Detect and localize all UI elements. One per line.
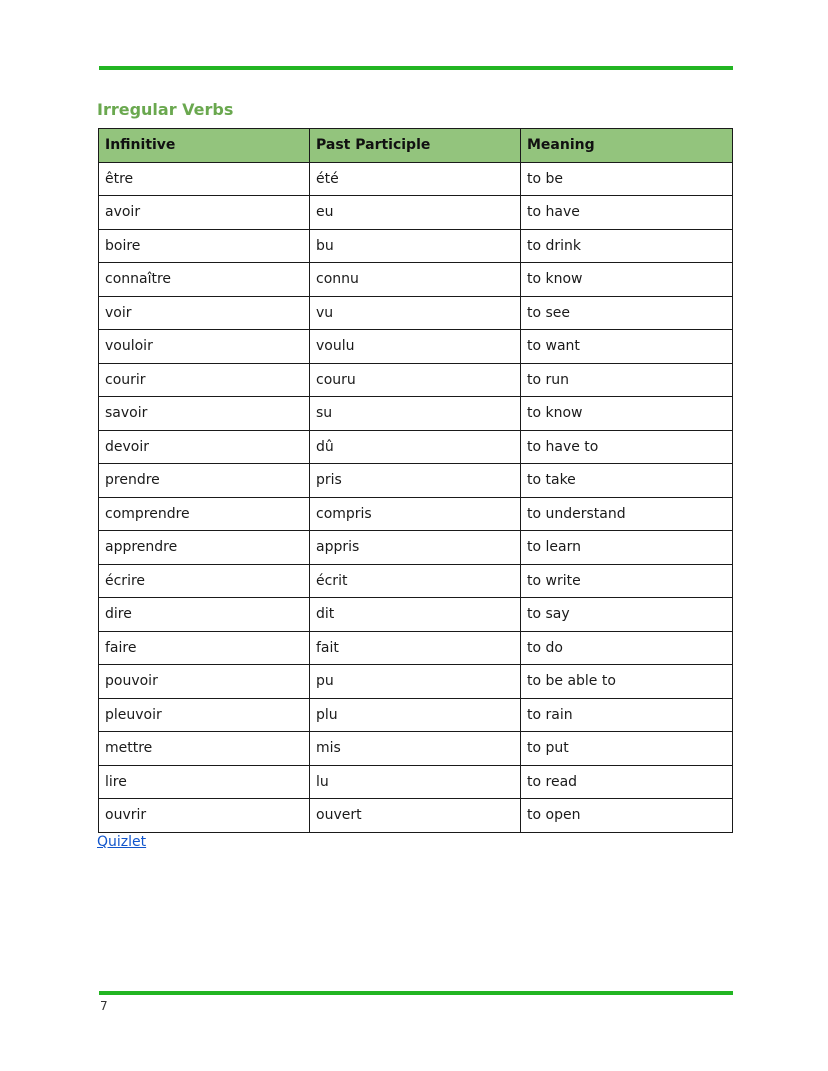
table-row [99, 330, 733, 364]
meaning-cell: to open [521, 799, 733, 833]
meaning-cell: to be able to [521, 665, 733, 699]
past-participle-cell: pris [310, 464, 521, 498]
infinitive-cell: être [99, 162, 310, 196]
table-row [99, 296, 733, 330]
section-title: Irregular Verbs [97, 100, 234, 119]
table-row [99, 732, 733, 766]
infinitive-cell: mettre [99, 732, 310, 766]
table-row [99, 196, 733, 230]
infinitive-cell: devoir [99, 430, 310, 464]
infinitive-cell: vouloir [99, 330, 310, 364]
past-participle-cell: écrit [310, 564, 521, 598]
meaning-cell: to see [521, 296, 733, 330]
meaning-cell: to drink [521, 229, 733, 263]
table-row [99, 765, 733, 799]
quizlet-link[interactable]: Quizlet [97, 834, 147, 850]
meaning-cell: to understand [521, 497, 733, 531]
past-participle-cell: voulu [310, 330, 521, 364]
meaning-cell: to write [521, 564, 733, 598]
past-participle-cell: couru [310, 363, 521, 397]
infinitive-cell: comprendre [99, 497, 310, 531]
table-row [99, 363, 733, 397]
past-participle-cell: su [310, 397, 521, 431]
table-row [99, 397, 733, 431]
infinitive-cell: pouvoir [99, 665, 310, 699]
meaning-cell: to learn [521, 531, 733, 565]
meaning-cell: to know [521, 397, 733, 431]
past-participle-cell: eu [310, 196, 521, 230]
table-row [99, 799, 733, 833]
past-participle-cell: connu [310, 263, 521, 297]
past-participle-cell: compris [310, 497, 521, 531]
infinitive-cell: courir [99, 363, 310, 397]
meaning-cell: to say [521, 598, 733, 632]
past-participle-cell: appris [310, 531, 521, 565]
infinitive-cell: faire [99, 631, 310, 665]
past-participle-cell: mis [310, 732, 521, 766]
table-row [99, 631, 733, 665]
meaning-cell: to take [521, 464, 733, 498]
meaning-cell: to do [521, 631, 733, 665]
table-row [99, 162, 733, 196]
past-participle-cell: dû [310, 430, 521, 464]
past-participle-cell: vu [310, 296, 521, 330]
table-body [99, 162, 733, 832]
table-row [99, 531, 733, 565]
table-row [99, 665, 733, 699]
meaning-cell: to rain [521, 698, 733, 732]
infinitive-cell: voir [99, 296, 310, 330]
infinitive-cell: ouvrir [99, 799, 310, 833]
infinitive-cell: lire [99, 765, 310, 799]
infinitive-cell: savoir [99, 397, 310, 431]
top-divider [99, 66, 733, 70]
meaning-cell: to have [521, 196, 733, 230]
infinitive-cell: écrire [99, 564, 310, 598]
table-row [99, 430, 733, 464]
infinitive-cell: apprendre [99, 531, 310, 565]
meaning-cell: to read [521, 765, 733, 799]
meaning-cell: to put [521, 732, 733, 766]
infinitive-cell: pleuvoir [99, 698, 310, 732]
meaning-cell: to know [521, 263, 733, 297]
infinitive-cell: prendre [99, 464, 310, 498]
page-number: 7 [100, 999, 108, 1013]
infinitive-cell: boire [99, 229, 310, 263]
bottom-divider [99, 991, 733, 995]
table-row [99, 564, 733, 598]
meaning-cell: to want [521, 330, 733, 364]
past-participle-cell: été [310, 162, 521, 196]
table-row [99, 229, 733, 263]
past-participle-cell: fait [310, 631, 521, 665]
irregular-verbs-table [98, 128, 733, 833]
table-row [99, 263, 733, 297]
column-header-meaning: Meaning [521, 129, 733, 163]
table-header-row [99, 129, 733, 163]
column-header-infinitive: Infinitive [99, 129, 310, 163]
infinitive-cell: dire [99, 598, 310, 632]
past-participle-cell: plu [310, 698, 521, 732]
infinitive-cell: connaître [99, 263, 310, 297]
past-participle-cell: dit [310, 598, 521, 632]
past-participle-cell: lu [310, 765, 521, 799]
past-participle-cell: ouvert [310, 799, 521, 833]
column-header-past-participle: Past Participle [310, 129, 521, 163]
table-row [99, 698, 733, 732]
past-participle-cell: bu [310, 229, 521, 263]
meaning-cell: to have to [521, 430, 733, 464]
meaning-cell: to be [521, 162, 733, 196]
infinitive-cell: avoir [99, 196, 310, 230]
table-row [99, 497, 733, 531]
table-row [99, 598, 733, 632]
table-row [99, 464, 733, 498]
meaning-cell: to run [521, 363, 733, 397]
past-participle-cell: pu [310, 665, 521, 699]
